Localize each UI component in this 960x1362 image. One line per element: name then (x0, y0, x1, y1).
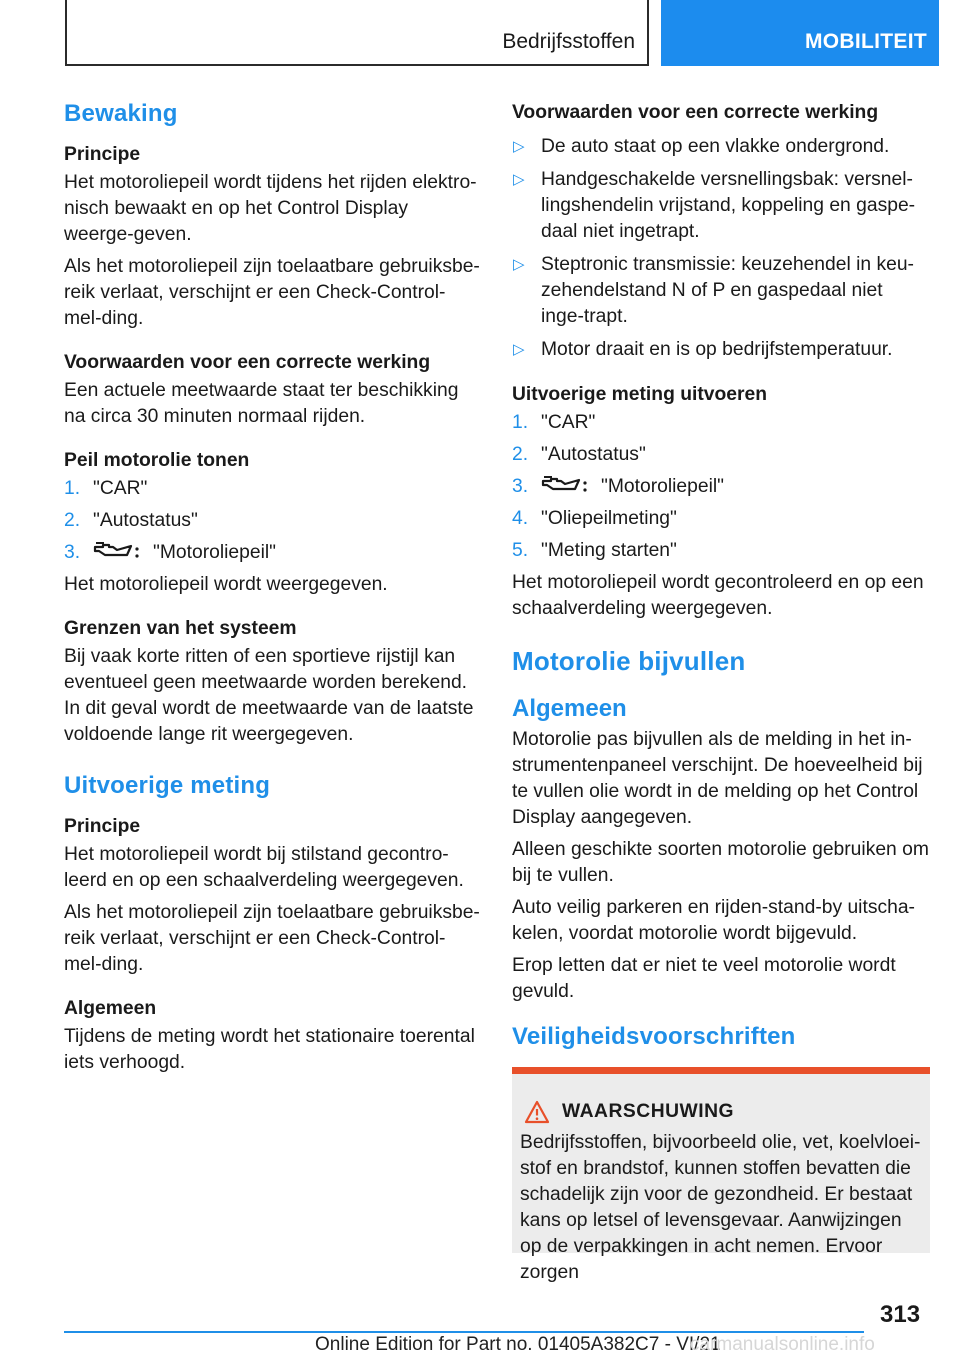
subheading-meting: Uitvoerige meting uitvoeren (512, 384, 767, 405)
paragraph: Als het motoroliepeil zijn toelaatbare gebruiksbe-reik verlaat, verschijnt er een Check-Control-mel-ding. (64, 902, 480, 975)
footer-divider (64, 1331, 864, 1333)
subheading-peil: Peil motorolie tonen (64, 450, 250, 471)
paragraph: Motorolie pas bijvullen als de melding in het in-strumentenpaneel verschijnt. De hoeveelheid bij te vullen olie wordt in de melding op het Control Display aangegeven. (512, 729, 923, 828)
warning-header (520, 1100, 922, 1124)
paragraph: Het motoroliepeil wordt gecontroleerd en op een schaalverdeling weergegeven. (512, 572, 924, 619)
warning-text: Bedrijfsstoffen, bijvoorbeeld olie, vet, koelvloei-stof en brandstof, kunnen stoffen bevatten die schadelijk zijn voor de gezondheid. Er bestaat kans op letsel of levensgevaar. Aanwijzingen op de verpakkingen in acht nemen. Ervoor zorgen (520, 1132, 921, 1283)
heading-bewaking: Bewaking (64, 100, 178, 127)
list-item: ▷ Motor draait en is op bedrijfstemperatuur. (512, 337, 930, 363)
heading-bijvullen: Motorolie bijvullen (512, 646, 746, 676)
list-item: ▷ Handgeschakelde versnellingsbak: versnel-lingshendelin vrijstand, koppeling en gaspe-daal niet ingetrapt. (513, 169, 916, 242)
page-number: 313 (880, 1301, 921, 1328)
triangle-bullet-icon: ▷ (513, 171, 525, 188)
list-item: 2. "Autostatus" (64, 510, 198, 531)
triangle-bullet-icon: ▷ (513, 138, 525, 155)
paragraph: Het motoroliepeil wordt bij stilstand gecontro-leerd en op een schaalverdeling weergegeven. (64, 844, 464, 891)
paragraph: Alleen geschikte soorten motorolie gebruiken om bij te vullen. (512, 839, 929, 886)
paragraph: Het motoroliepeil wordt weergegeven. (64, 574, 388, 595)
list-item: 1. "CAR" (512, 412, 596, 433)
right-column (512, 100, 930, 1283)
section-tab (65, 0, 649, 66)
steps-list (512, 410, 930, 564)
heading-uitvoerig: Uitvoerige meting (64, 772, 271, 799)
subheading-principe: Principe (64, 144, 141, 165)
paragraph: Het motoroliepeil wordt tijdens het rijden elektro-nisch bewaakt en op het Control Display weerge-geven. (64, 172, 477, 245)
page-header (0, 0, 960, 66)
section-title: Bedrijfsstoffen (502, 30, 635, 53)
paragraph: Als het motoroliepeil zijn toelaatbare gebruiksbe-reik verlaat, verschijnt er een Check-Control-mel-ding. (64, 256, 480, 329)
subheading-voorwaarden: Voorwaarden voor een correcte werking (64, 352, 431, 373)
list-item: 4. "Oliepeilmeting" (512, 508, 677, 529)
chapter-title: MOBILITEIT (805, 30, 927, 53)
subheading-algemeen: Algemeen (64, 998, 157, 1019)
conditions-list (512, 134, 930, 363)
subheading-grenzen: Grenzen van het systeem (64, 618, 297, 639)
triangle-bullet-icon: ▷ (513, 256, 525, 273)
paragraph: Auto veilig parkeren en rijden-stand-by uitscha-kelen, voordat motorolie wordt bijgevuld. (512, 897, 915, 944)
footer-edition: Online Edition for Part no. 01405A382C7 - VI/21 (315, 1334, 721, 1355)
footer-watermark: carmanualsonline.info (690, 1334, 875, 1355)
subheading-voorwaarden-right: Voorwaarden voor een correcte werking (512, 102, 879, 123)
list-item: 3. "Motoroliepeil" (64, 542, 277, 563)
warning-box (512, 1067, 930, 1283)
list-item: ▷ Steptronic transmissie: keuzehendel in keu-zehendelstand N of P en gaspedaal niet inge-trapt. (513, 254, 914, 327)
list-item: 2. "Autostatus" (512, 444, 646, 465)
paragraph: Een actuele meetwaarde staat ter beschikking na circa 30 minuten normaal rijden. (64, 380, 459, 427)
oil-can-icon (93, 541, 145, 561)
oil-can-icon (541, 475, 593, 495)
warning-title: WAARSCHUWING (562, 1101, 735, 1122)
warning-triangle-icon (524, 1100, 550, 1124)
paragraph: Bij vaak korte ritten of een sportieve rijstijl kan eventueel geen meetwaarde worden berekend. In dit geval wordt de meetwaarde van de laatste voldoende lange rit weergegeven. (64, 646, 474, 745)
subheading-principe-2: Principe (64, 816, 141, 837)
list-item: 1. "CAR" (64, 478, 148, 499)
list-item: 3. "Motoroliepeil" (512, 476, 725, 497)
paragraph: Tijdens de meting wordt het stationaire toerental iets verhoogd. (64, 1026, 475, 1073)
left-column (64, 100, 482, 1082)
steps-list (64, 476, 482, 566)
paragraph: Erop letten dat er niet te veel motorolie wordt gevuld. (512, 955, 896, 1002)
triangle-bullet-icon: ▷ (513, 341, 525, 358)
list-item: ▷ De auto staat op een vlakke ondergrond. (512, 134, 930, 160)
list-item: 5. "Meting starten" (512, 540, 677, 561)
heading-veiligheid: Veiligheidsvoorschriften (512, 1023, 796, 1050)
heading-algemeen: Algemeen (512, 695, 627, 722)
chapter-tab (661, 0, 939, 66)
